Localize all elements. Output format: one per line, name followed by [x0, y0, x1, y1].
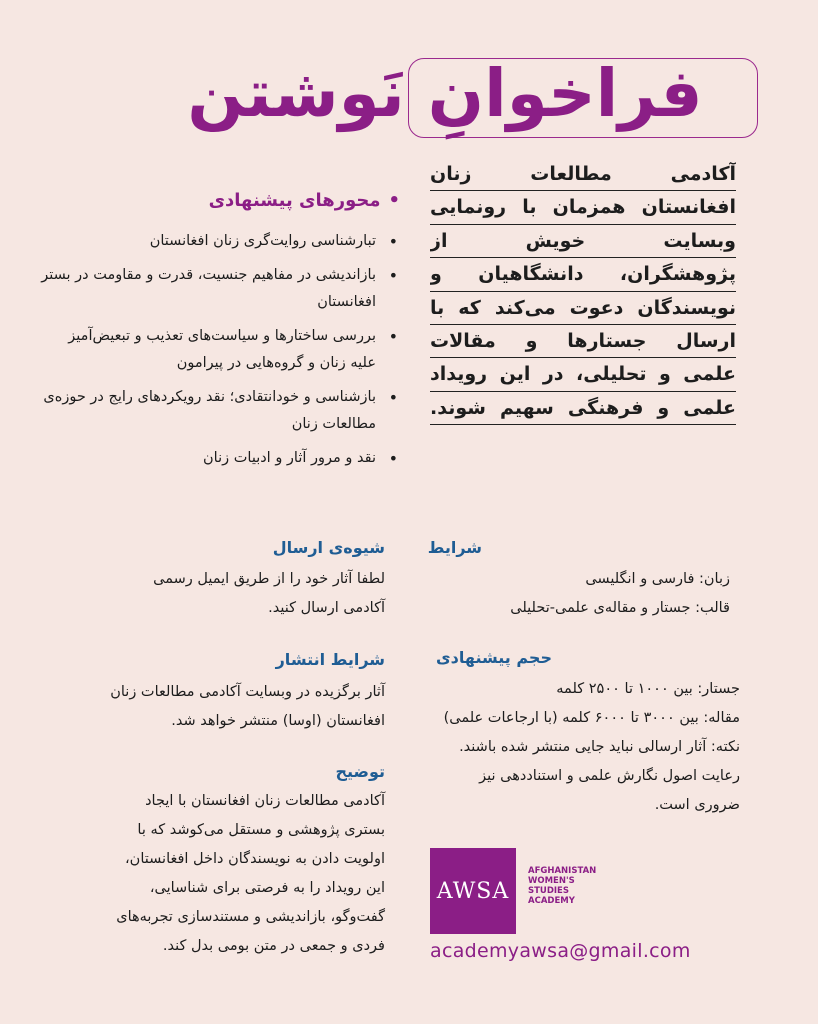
topics-list — [40, 228, 402, 479]
submission-text — [40, 565, 385, 623]
description-line: بستری پژوهشی و مستقل می‌کوشد که با — [137, 822, 385, 838]
publication-heading: شرایط انتشار — [275, 650, 385, 669]
announcement-line: ارسال جستارها و مقالات — [430, 325, 736, 358]
announcement — [430, 158, 736, 425]
submission-heading: شیوه‌ی ارسال — [272, 538, 385, 557]
conditions-line: زبان: فارسی و انگلیسی — [585, 571, 730, 587]
logo-wordmark — [528, 866, 618, 906]
logo-line: ACADEMY — [528, 896, 575, 906]
announcement-line: پژوهشگران، دانشگاهیان و — [430, 258, 736, 291]
volume-heading: حجم پیشنهادی — [436, 648, 552, 667]
topics-heading-text: محورهای پیشنهادی — [208, 190, 381, 211]
topic-item: • بازاندیشی در مفاهیم جنسیت، قدرت و مقاومت در بستر افغانستان — [40, 262, 402, 316]
volume-line: جستار: بین ۱۰۰۰ تا ۲۵۰۰ کلمه — [556, 681, 740, 697]
description-line: فردی و جمعی در متن بومی بدل کند. — [162, 938, 385, 954]
email-link[interactable]: academyawsa@gmail.com — [430, 940, 691, 962]
logo-line: WOMEN'S — [528, 876, 575, 886]
announcement-line: علمی و تحلیلی، در این رویداد — [430, 358, 736, 391]
volume-line: مقاله: بین ۳۰۰۰ تا ۶۰۰۰ کلمه (با ارجاعات علمی) — [443, 710, 740, 726]
description-line: گفت‌وگو، بازاندیشی و مستندسازی تجربه‌های — [116, 909, 385, 925]
announcement-line: وبسایت خویش از — [430, 225, 736, 258]
announcement-line: افغانستان همزمان با رونمایی — [430, 191, 736, 224]
announcement-line: علمی و فرهنگی سهیم شوند. — [430, 392, 736, 425]
topic-item: • بررسی ساختارها و سیاست‌های تعذیب و تبعیض‌آمیز علیه زنان و گروه‌هایی در پیرامون — [40, 323, 402, 377]
conditions-heading: شرایط — [427, 538, 482, 557]
logo-line: AFGHANISTAN — [528, 866, 597, 876]
description-line: آکادمی مطالعات زنان افغانستان با ایجاد — [145, 793, 385, 809]
submission-line: آکادمی ارسال کنید. — [268, 600, 385, 616]
announcement-line: نویسندگان دعوت می‌کند که با — [430, 292, 736, 325]
description-text — [30, 787, 385, 961]
conditions-text — [430, 565, 730, 623]
description-line: این رویداد را به فرصتی برای شناسایی، — [149, 880, 385, 896]
awsa-logo — [430, 848, 516, 934]
description-heading: توضیح — [335, 762, 385, 781]
bullet-icon: • — [388, 190, 400, 211]
submission-line: لطفا آثار خود را از طریق ایمیل رسمی — [153, 571, 385, 587]
volume-line: رعایت اصول نگارش علمی و استناددهی نیز — [479, 768, 740, 784]
page-title: فراخوانِ نَوشتن — [187, 55, 703, 132]
volume-line: ضروری است. — [654, 797, 740, 813]
topic-item: • نقد و مرور آثار و ادبیات زنان — [40, 445, 402, 472]
logo-line: STUDIES — [528, 886, 569, 896]
topics-heading — [140, 190, 400, 211]
announcement-line: آکادمی مطالعات زنان — [430, 158, 736, 191]
topic-item: • تبارشناسی روایت‌گری زنان افغانستان — [40, 228, 402, 255]
volume-text — [400, 675, 740, 820]
publication-line: افغانستان (اوسا) منتشر خواهد شد. — [171, 713, 385, 729]
conditions-line: قالب: جستار و مقاله‌ی علمی-تحلیلی — [510, 600, 730, 616]
volume-line: نکته: آثار ارسالی نباید جایی منتشر شده باشند. — [459, 739, 740, 755]
logo-mark: AWSA — [436, 878, 510, 904]
publication-line: آثار برگزیده در وبسایت آکادمی مطالعات زنان — [110, 684, 385, 700]
publication-text — [30, 678, 385, 736]
topic-item: • بازشناسی و خودانتقادی؛ نقد رویکردهای رایج در حوزه‌ی مطالعات زنان — [40, 384, 402, 438]
description-line: اولویت دادن به نویسندگان داخل افغانستان، — [124, 851, 385, 867]
